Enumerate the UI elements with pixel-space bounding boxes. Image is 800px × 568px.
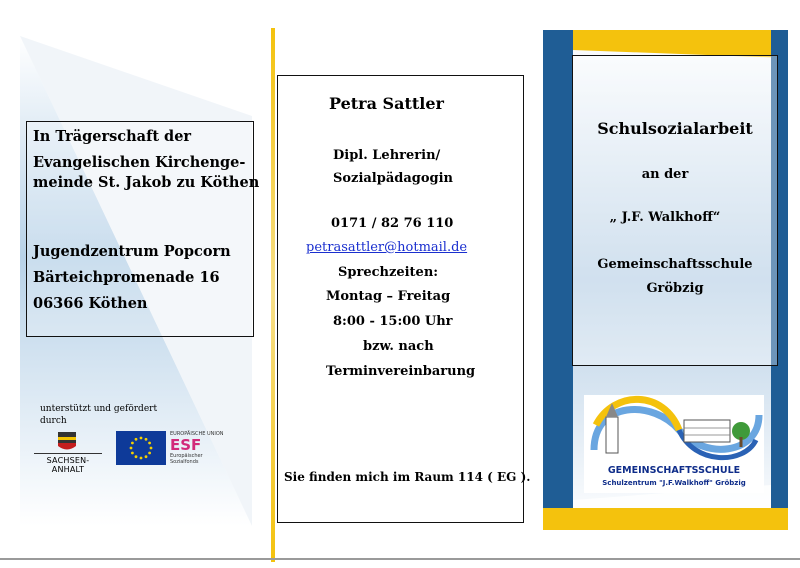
office-hours-or: bzw. nach [363,339,434,354]
office-hours-appointment: Terminvereinbarung [326,364,476,379]
contact-email-link[interactable]: petrasattler@hotmail.de [306,240,468,255]
page-bottom-divider [0,558,800,560]
school-name: „ J.F. Walkhoff“ [609,210,721,225]
support-text-1: unterstützt und gefördert [40,404,158,414]
contact-phone: 0171 / 82 76 110 [331,216,454,231]
school-logo-subtitle: Schulzentrum "J.F.Walkhoff" Gröbzig [602,479,746,487]
address-line-5: Jugendzentrum Popcorn [33,243,231,260]
address-line-3: meinde St. Jakob zu Köthen [33,174,260,191]
esf-union-label: EUROPÄISCHE UNION [170,431,224,437]
school-emblem-icon [584,395,764,465]
school-town: Gröbzig [646,281,704,296]
school-logo-title: GEMEINSCHAFTSSCHULE [607,465,741,476]
office-hours-time: 8:00 - 15:00 Uhr [333,314,453,329]
eu-flag-icon [116,431,166,465]
esf-subtitle-1: Europäischer [170,453,203,459]
office-hours-label: Sprechzeiten: [338,265,439,280]
contact-title-1: Dipl. Lehrerin/ [333,148,441,163]
school-type: Gemeinschaftsschule [597,257,753,272]
address-line-6: Bärteichpromenade 16 [33,269,220,286]
esf-subtitle [170,453,203,465]
sachsen-anhalt-label: SACHSEN-ANHALT [34,453,102,474]
sachsen-anhalt-logo [34,432,102,474]
esf-subtitle-2: Sozialfonds [170,459,199,465]
main-heading: Schulsozialarbeit [597,119,753,138]
coat-of-arms-icon [56,432,78,452]
support-text-2: durch [40,416,67,426]
address-line-2: Evangelischen Kirchenge- [33,154,246,171]
contact-name: Petra Sattler [329,94,444,113]
esf-logo [168,431,228,465]
school-logo [584,395,764,493]
room-info: Sie finden mich im Raum 114 ( EG ). [284,470,531,484]
office-hours-days: Montag – Freitag [326,289,451,304]
at-label: an der [641,167,689,182]
address-line-7: 06366 Köthen [33,295,148,312]
address-line-1: In Trägerschaft der [33,128,192,145]
contact-title-2: Sozialpädagogin [333,171,454,186]
esf-label: ESF [170,436,202,454]
sponsor-address-box [26,121,260,337]
